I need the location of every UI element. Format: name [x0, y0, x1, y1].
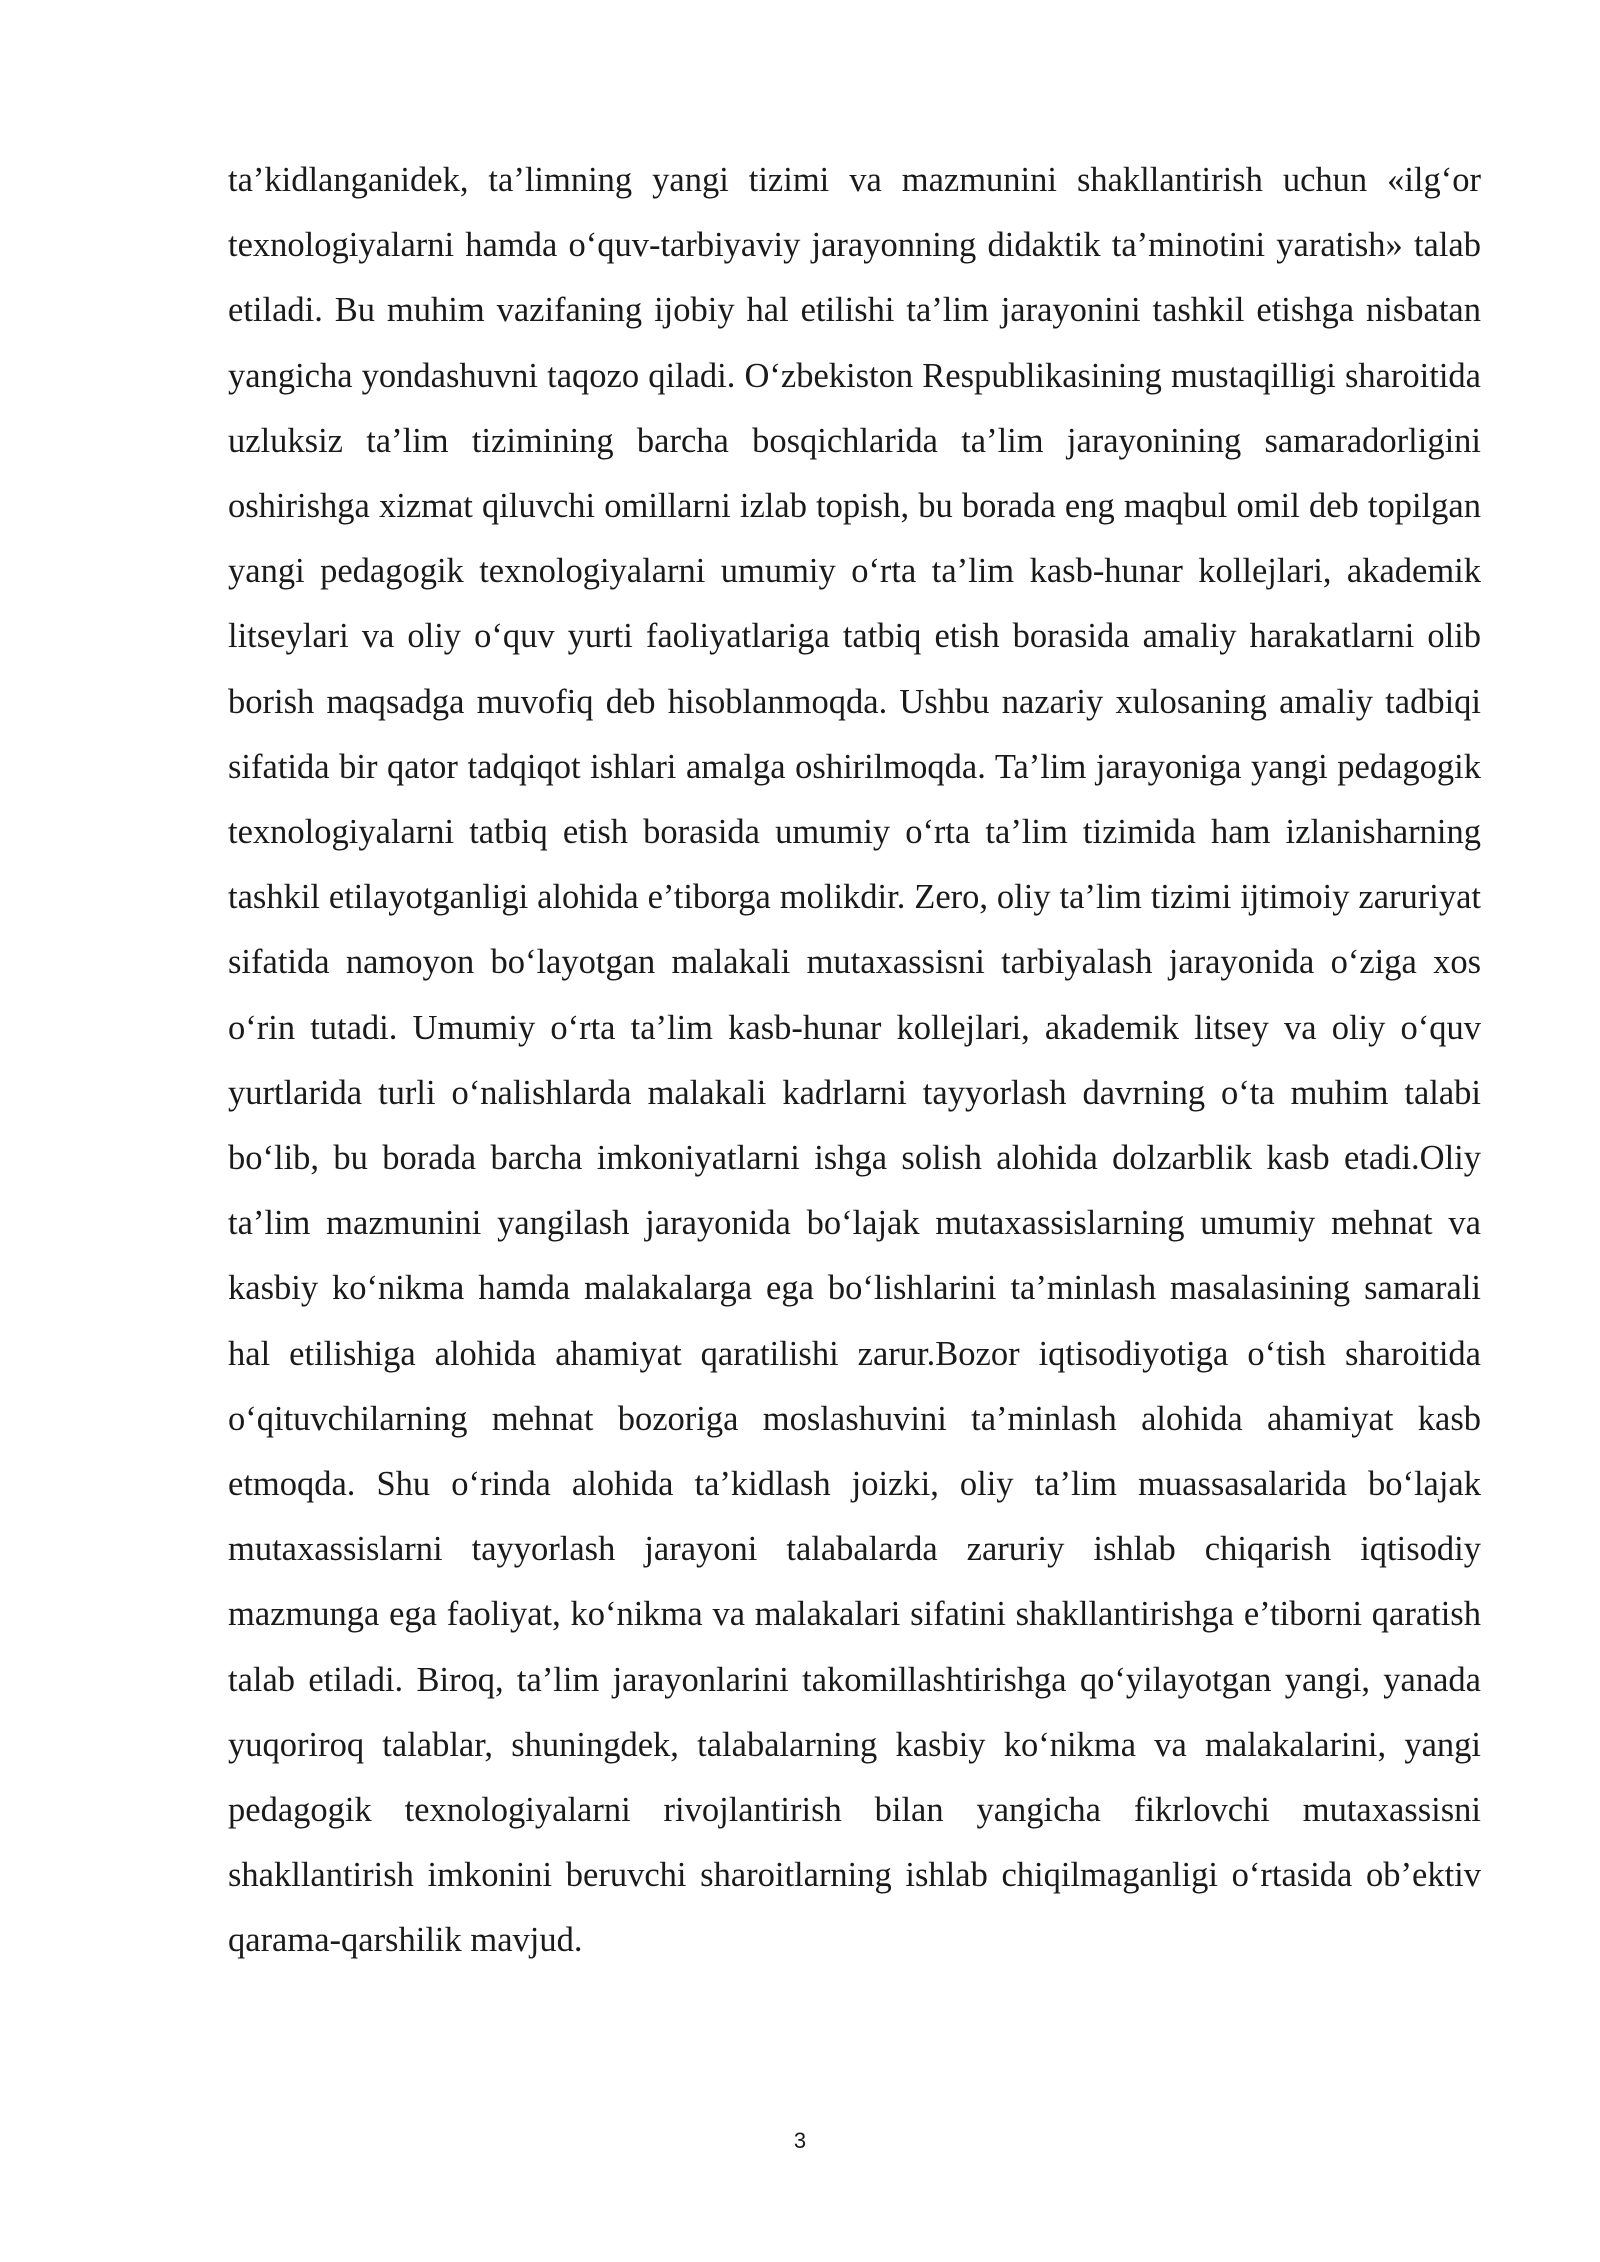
body-paragraph: ta’kidlanganidek, ta’limning yangi tizimi va mazmunini shakllantirish uchun «ilg‘or texnologiyalarni hamda o‘quv-tarbiyaviy jarayonning didaktik ta’minotini yaratish» talab etiladi. Bu muhim vazifaning ijobiy hal etilishi ta’lim jarayonini tashkil etishga nisbatan yangicha yondashuvni taqozo qiladi. O‘zbekiston Respublikasining mustaqilligi sharoitida uzluksiz ta’lim tizimining barcha bosqichlarida ta’lim jarayonining samaradorligini oshirishga xizmat qiluvchi omillarni izlab topish, bu borada eng maqbul omil deb topilgan yangi pedagogik texnologiyalarni umumiy o‘rta ta’lim kasb-hunar kollejlari, akademik litseylari va oliy o‘quv yurti faoliyatlariga tatbiq etish borasida amaliy harakatlarni olib borish maqsadga muvofiq deb hisoblanmoqda. Ushbu nazariy xulosaning amaliy tadbiqi sifatida bir qator tadqiqot ishlari amalga oshirilmoqda. Ta’lim jarayoniga yangi pedagogik texnologiyalarni tatbiq etish borasida umumiy o‘rta ta’lim tizimida ham izlanisharning tashkil etilayotganligi alohida e’tiborga molikdir. Zero, oliy ta’lim tizimi ijtimoiy zaruriyat sifatida namoyon bo‘layotgan malakali mutaxassisni tarbiyalash jarayonida o‘ziga xos o‘rin tutadi. Umumiy o‘rta ta’lim kasb-hunar kollejlari, akademik litsey va oliy o‘quv yurtlarida turli o‘nalishlarda malakali kadrlarni tayyorlash davrning o‘ta muhim talabi bo‘lib, bu borada barcha imkoniyatlarni ishga solish alohida dolzarblik kasb etadi.Oliy ta’lim mazmunini yangilash jarayonida bo‘lajak mutaxassislarning umumiy mehnat va kasbiy ko‘nikma hamda malakalarga ega bo‘lishlarini ta’minlash masalasining samarali hal etilishiga alohida ahamiyat qaratilishi zarur.Bozor iqtisodiyotiga o‘tish sharoitida o‘qituvchilarning mehnat bozoriga moslashuvini ta’minlash alohida ahamiyat kasb etmoqda. Shu o‘rinda alohida ta’kidlash joizki, oliy ta’lim muassasalarida bo‘lajak mutaxassislarni tayyorlash jarayoni talabalarda zaruriy ishlab chiqarish iqtisodiy mazmunga ega faoliyat, ko‘nikma va malakalari sifatini shakllantirishga e’tiborni qaratish talab etiladi. Biroq, ta’lim jarayonlarini takomillashtirishga qo‘yilayotgan yangi, yanada yuqoriroq talablar, shuningdek, talabalarning kasbiy ko‘nikma va malakalarini, yangi pedagogik texnologiyalarni rivojlantirish bilan yangicha fikrlovchi mutaxassisni shakllantirish imkonini beruvchi sharoitlarning ishlab chiqilmaganligi o‘rtasida ob’ektiv qarama-qarshilik mavjud.: [228, 161, 1481, 1960]
page-number: 3: [793, 2128, 807, 2153]
